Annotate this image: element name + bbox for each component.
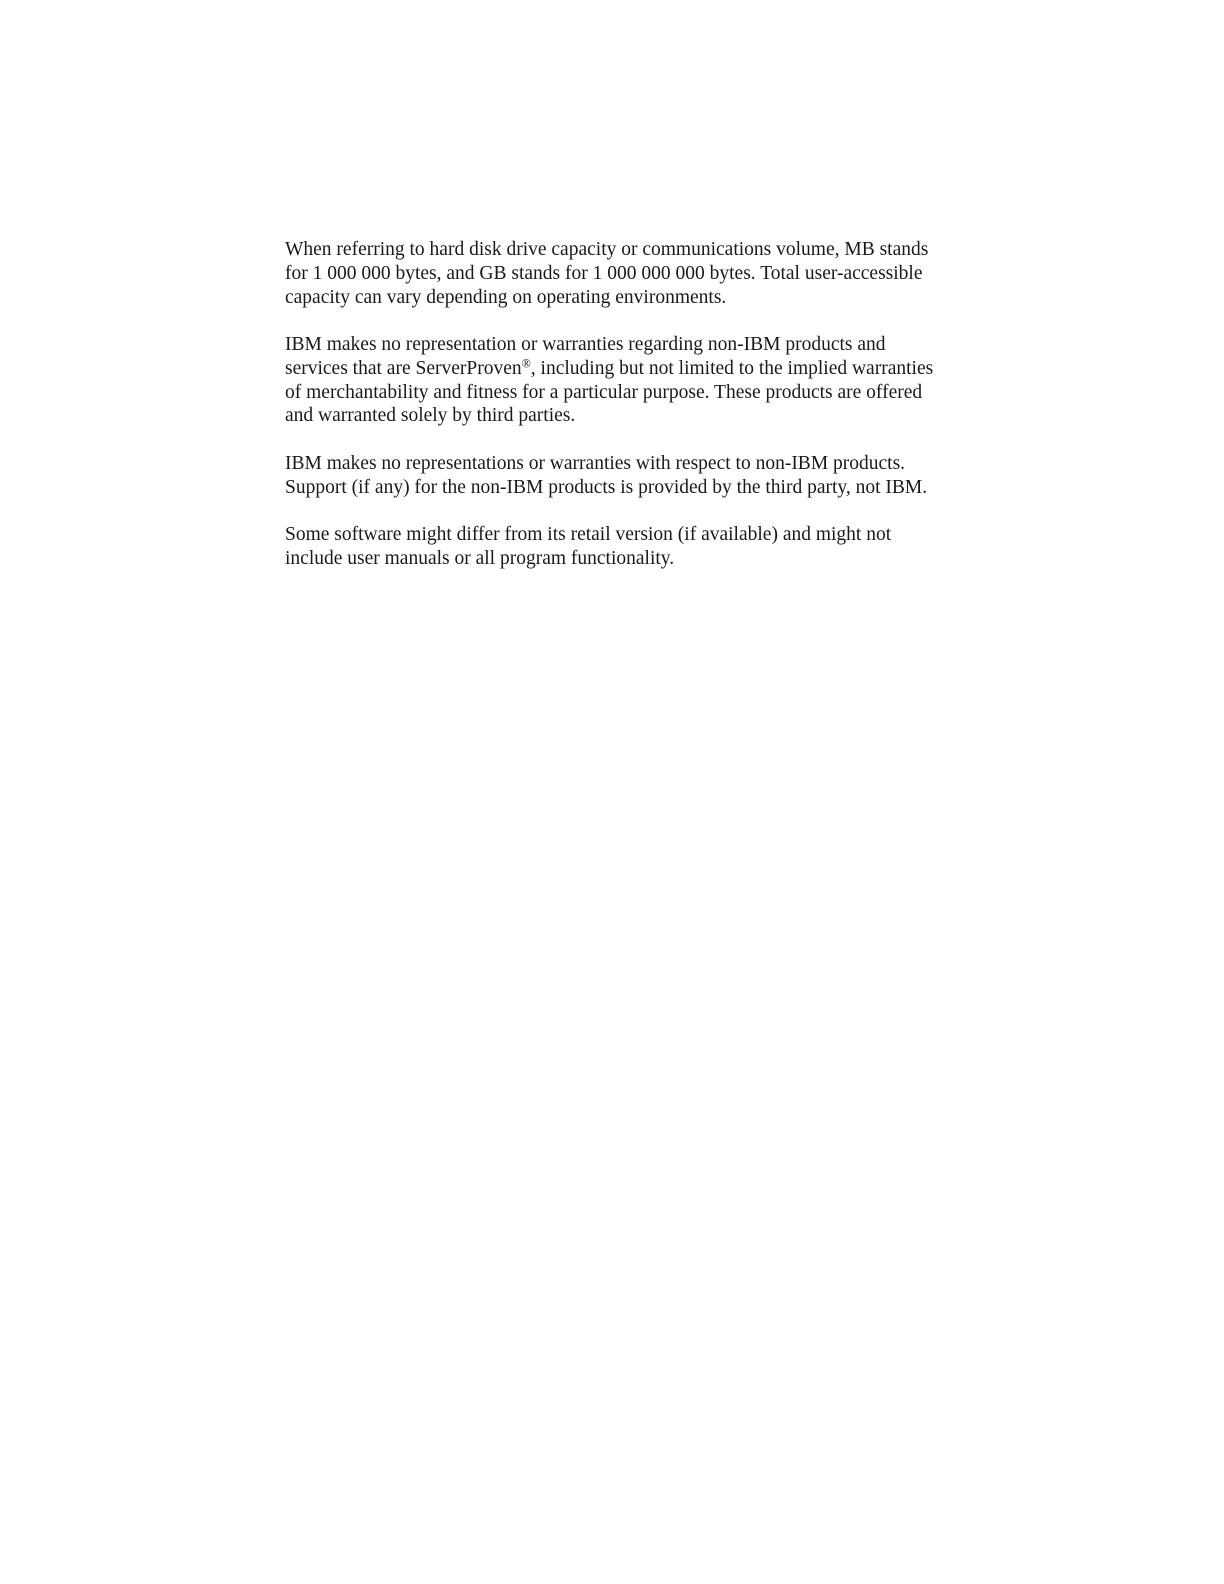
text-segment: , including but not limited to the implied warranties: [530, 357, 934, 379]
text-line: Support (if any) for the non-IBM products is provided by the third party, not IBM.: [285, 476, 928, 498]
text-line: IBM makes no representation or warranties regarding non-IBM products and: [285, 333, 886, 355]
text-line: Some software might differ from its retail version (if available) and might not: [285, 523, 892, 545]
notice-text-block: [285, 238, 1045, 594]
text-line: [285, 357, 1045, 381]
text-segment: services that are ServerProven: [285, 357, 522, 379]
capacity-notice-paragraph: [285, 238, 1045, 309]
text-line: capacity can vary depending on operating environments.: [285, 286, 727, 308]
text-line: IBM makes no representations or warranties with respect to non-IBM products.: [285, 452, 906, 474]
non-ibm-support-paragraph: [285, 452, 1045, 500]
text-line: of merchantability and fitness for a particular purpose. These products are offered: [285, 381, 923, 403]
text-line: When referring to hard disk drive capacity or communications volume, MB stands: [285, 239, 929, 260]
text-line: include user manuals or all program functionality.: [285, 547, 675, 569]
serverproven-notice-paragraph: [285, 333, 1045, 428]
registered-trademark-mark: ®: [521, 356, 531, 371]
text-line: and warranted solely by third parties.: [285, 405, 576, 427]
software-notice-paragraph: [285, 523, 1045, 571]
text-line: for 1 000 000 bytes, and GB stands for 1 000 000 000 bytes. Total user-accessible: [285, 262, 923, 284]
